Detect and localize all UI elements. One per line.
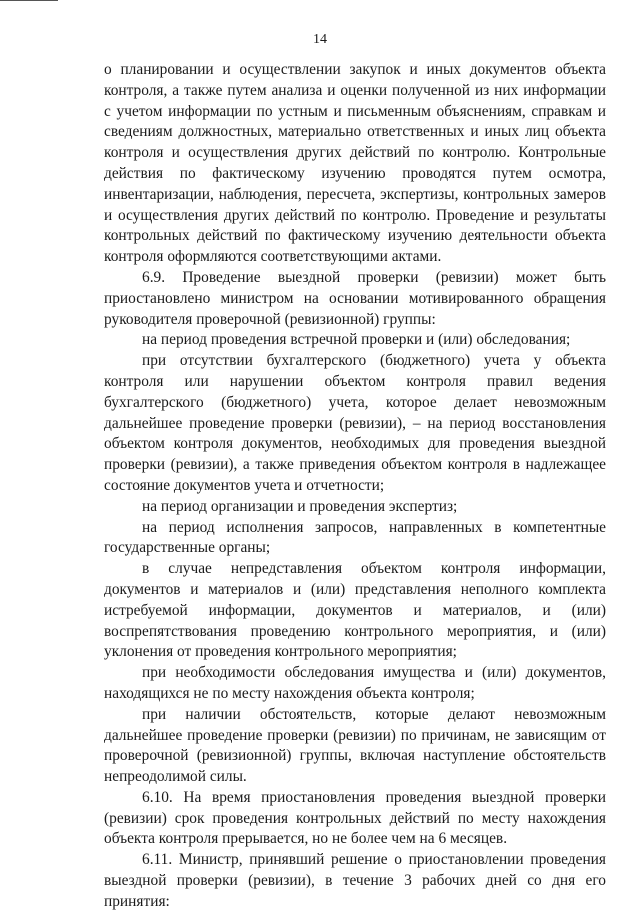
paragraph-clause-6-10: 6.10. На время приостановления проведения выездной проверки (ревизии) срок проведения контрольных действий по месту нахождения объекта контроля прерывается, но не более чем на 6 месяцев. (104, 788, 606, 848)
list-item-force-majeure: при наличии обстоятельств, которые делают невозможным дальнейшее проведение проверки (ревизии) по причинам, не зависящим от проверочной (ревизионной) группы, включая наступление обстоятельств непреодолимой силы. (104, 705, 606, 786)
list-item-expertise: на период организации и проведения экспертиз; (142, 497, 458, 515)
list-item-requests: на период исполнения запросов, направленных в компетентные государственные органы; (104, 518, 606, 557)
paragraph-clause-6-9: 6.9. Проведение выездной проверки (ревизии) может быть приостановлено министром на основании мотивированного обращения руководителя проверочной (ревизионной) группы: (104, 268, 606, 328)
list-item-nonprovision: в случае непредставления объектом контроля информации, документов и материалов и (или) представления неполного комплекта истребуемой информации, документов и материалов, и (или) воспрепятствования проведению контрольного мероприятия, и (или) уклонения от проведения контрольного мероприятия; (104, 560, 606, 661)
paragraph-continuation: о планировании и осуществлении закупок и иных документов объекта контроля, а также путем анализа и оценки полученной из них информации с учетом информации по устным и письменным объяснениям, справкам и сведениям должностных, материально ответственных и иных лиц объекта контроля и осуществления других действий по контролю. Контрольные действия по фактическому изучению проводятся путем осмотра, инвентаризации, наблюдения, пересчета, экспертизы, контрольных замеров и осуществления других действий по контролю. Проведение и результаты контрольных действий по фактическому изучению деятельности объекта контроля оформляются соответствующими актами. (104, 61, 606, 266)
top-edge-rule (0, 0, 58, 1)
list-item-accounting-absence: при отсутствии бухгалтерского (бюджетного) учета у объекта контроля или нарушении объектом контроля правил ведения бухгалтерского (бюджетного) учета, которое делает невозможным дальнейшее проведение проверки (ревизии), – на период восстановления объектом контроля документов, необходимых для проведения выездной проверки (ревизии), а также приведения объектом контроля в надлежащее состояние документов учета и отчетности; (104, 352, 606, 494)
list-item-property-inspection: при необходимости обследования имущества и (или) документов, находящихся не по месту нахождения объекта контроля; (104, 664, 606, 702)
list-item-counter-check: на период проведения встречной проверки и (или) обследования; (142, 331, 571, 349)
paragraph-clause-6-11: 6.11. Министр, принявший решение о приостановлении проведения выездной проверки (ревизии), в течение 3 рабочих дней со дня его принятия: (104, 851, 606, 910)
page-number: 14 (313, 32, 327, 47)
document-body (104, 60, 606, 913)
